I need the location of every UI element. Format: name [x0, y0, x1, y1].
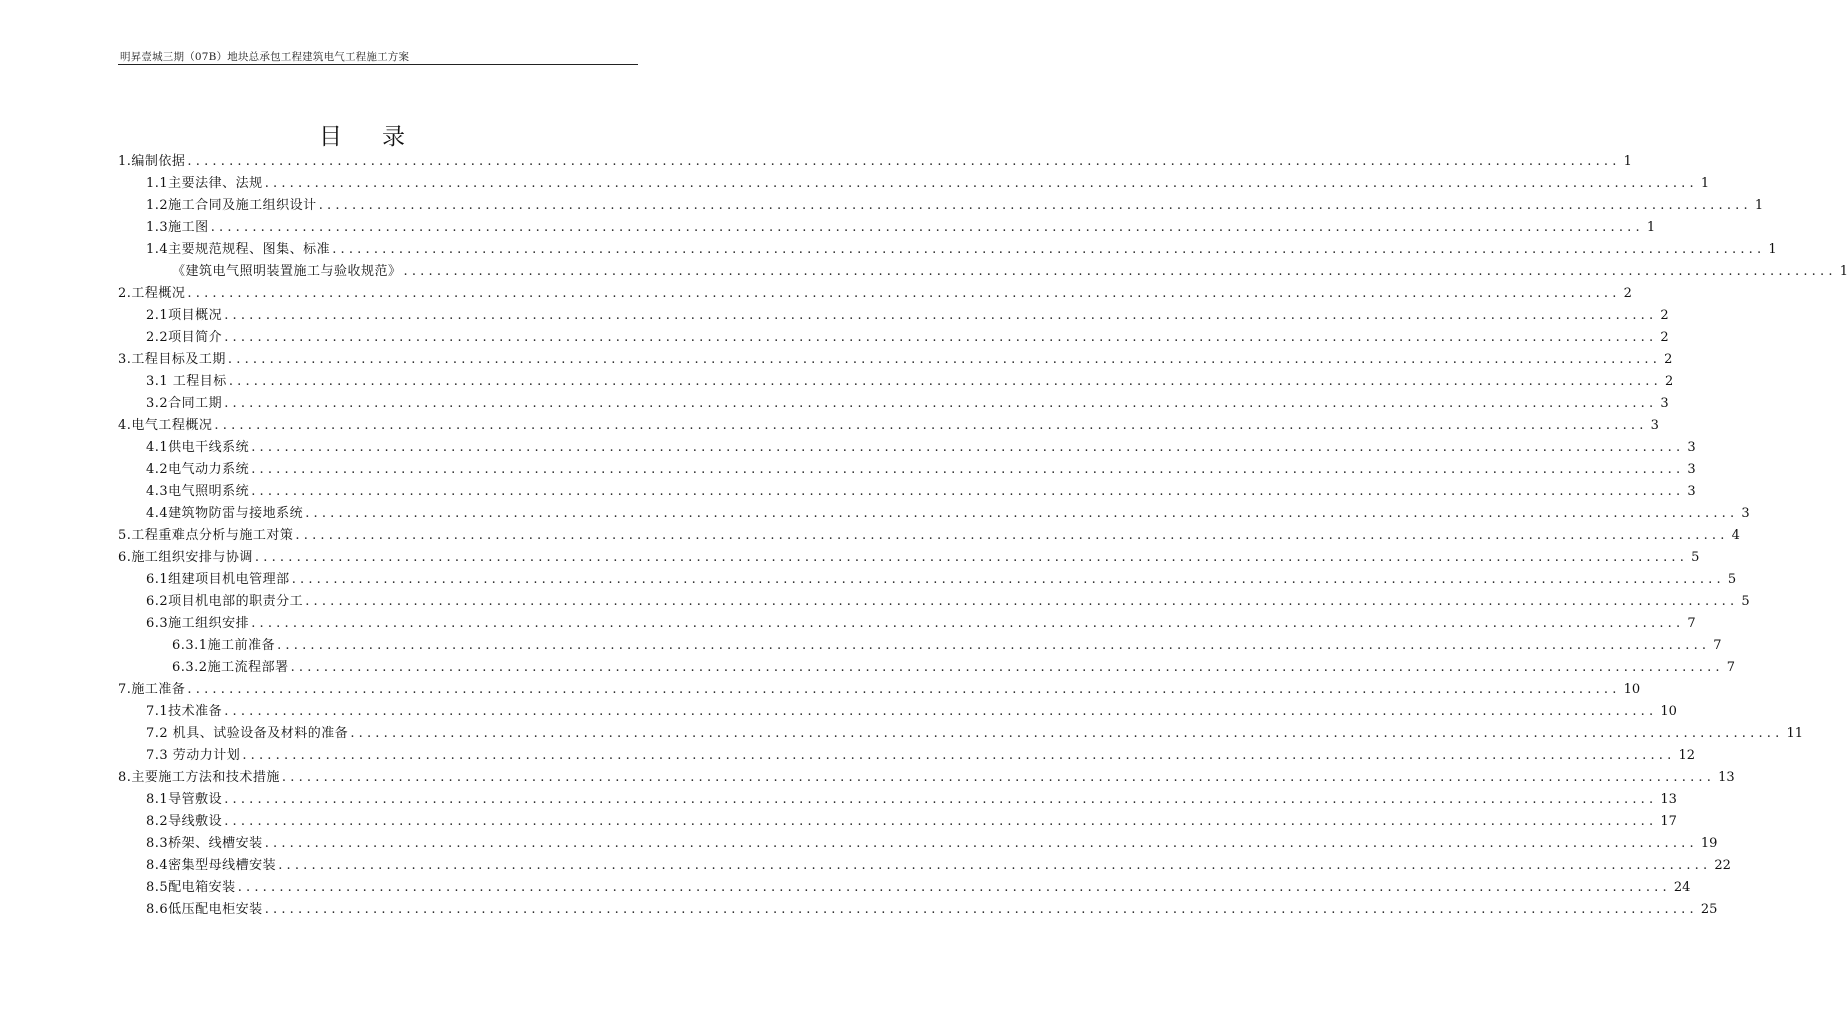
page-header [118, 48, 638, 65]
toc-page-number: 10 [1660, 704, 1677, 719]
toc-page-number: 7 [1726, 660, 1736, 675]
toc-page-number: 7 [1687, 616, 1696, 631]
header-text: 明昇壹城三期（07B）地块总承包工程建筑电气工程施工方案 [120, 51, 410, 63]
toc-page-number: 3 [1687, 462, 1696, 477]
toc-page-number: 3 [1687, 440, 1696, 455]
toc-leader: ............................................................................................................................................................................ [187, 154, 1621, 169]
toc-entry-6[interactable] [118, 548, 1700, 568]
toc-entry-1[interactable] [118, 152, 1632, 172]
toc-leader: ............................................................................................................................................................................ [251, 462, 1685, 477]
toc-entry-8-2[interactable] [146, 812, 1677, 832]
toc-leader: ............................................................................................................................................................................ [254, 550, 1689, 565]
toc-leader: ............................................................................................................................................................................ [224, 814, 1658, 829]
toc-page-number: 3 [1741, 506, 1750, 521]
toc-entry-1-4[interactable] [146, 240, 1777, 260]
toc-page-number: 2 [1660, 330, 1669, 345]
toc-entry-text: 《建筑电气照明装置施工与验收规范》 [172, 264, 402, 279]
toc-entry-text: 6.2项目机电部的职责分工 [146, 594, 304, 609]
toc-entry-8-3[interactable] [146, 834, 1718, 854]
toc-entry-2[interactable] [118, 284, 1632, 304]
toc-page-number: 2 [1664, 352, 1673, 367]
toc-page-number: 3 [1650, 418, 1659, 433]
toc-page-number: 17 [1660, 814, 1677, 829]
toc-entry-6-3-1[interactable] [172, 636, 1722, 656]
toc-leader: ............................................................................................................................................................................ [214, 418, 1648, 433]
toc-page-number: 10 [1623, 682, 1641, 697]
toc-entry-text: 8.6低压配电柜安装 [146, 902, 263, 917]
toc-page-number: 2 [1660, 308, 1669, 323]
toc-entry-text: 6.1组建项目机电管理部 [146, 572, 290, 587]
toc-leader: ............................................................................................................................................................................ [305, 506, 1739, 521]
toc-leader: ............................................................................................................................................................................ [251, 440, 1685, 455]
toc-page-number: 3 [1660, 396, 1669, 411]
toc-entry-4[interactable] [118, 416, 1659, 436]
toc-page-number: 5 [1727, 572, 1737, 587]
toc-entry-1-3[interactable] [146, 218, 1656, 238]
page-title: 目录 [319, 124, 445, 150]
toc-entry-2-2[interactable] [146, 328, 1669, 348]
toc-leader: ............................................................................................................................................................................ [318, 198, 1752, 213]
toc-entry-4-4[interactable] [146, 504, 1750, 524]
toc-entry-5[interactable] [118, 526, 1740, 546]
toc-page-number: 12 [1678, 748, 1696, 763]
toc-entry-text: 1.1主要法律、法规 [146, 176, 263, 191]
toc-entry-text: 8.1导管敷设 [146, 792, 223, 807]
toc-entry-text: 2.1项目概况 [146, 308, 223, 323]
toc-leader: ............................................................................................................................................................................ [403, 264, 1837, 279]
toc-entry-1-2[interactable] [146, 196, 1764, 216]
toc-entry-text: 1.3施工图 [146, 220, 209, 235]
toc-entry-text: 8.3桥架、线槽安装 [146, 836, 263, 851]
toc-leader: ............................................................................................................................................................................ [224, 396, 1658, 411]
toc-entry-7-2[interactable] [146, 724, 1804, 744]
toc-entry-1-4-a[interactable] [172, 262, 1848, 282]
toc-page-number: 4 [1731, 528, 1740, 543]
toc-entry-text: 1.2施工合同及施工组织设计 [146, 198, 317, 213]
toc-entry-4-1[interactable] [146, 438, 1696, 458]
toc-page-number: 5 [1691, 550, 1700, 565]
toc-entry-text: 7.2 机具、试验设备及材料的准备 [146, 726, 349, 741]
toc-leader: ............................................................................................................................................................................ [332, 242, 1766, 257]
toc-leader: ............................................................................................................................................................................ [237, 880, 1671, 895]
toc-leader: ............................................................................................................................................................................ [251, 616, 1685, 631]
toc-entry-text: 7.3 劳动力计划 [146, 748, 241, 763]
toc-entry-6-2[interactable] [146, 592, 1750, 612]
toc-entry-7-1[interactable] [146, 702, 1677, 722]
toc-entry-4-3[interactable] [146, 482, 1696, 502]
toc-entry-8-4[interactable] [146, 856, 1731, 876]
toc-entry-text: 3.2合同工期 [146, 396, 223, 411]
toc-page-number: 1 [1754, 198, 1764, 213]
toc-entry-text: 3.工程目标及工期 [118, 352, 226, 367]
toc-entry-text: 6.3.2施工流程部署 [172, 660, 289, 675]
toc-entry-text: 8.4密集型母线槽安装 [146, 858, 277, 873]
toc-entry-7[interactable] [118, 680, 1641, 700]
toc-entry-text: 1.4主要规范规程、图集、标准 [146, 242, 331, 257]
toc-entry-text: 4.1供电干线系统 [146, 440, 250, 455]
toc-page-number: 7 [1713, 638, 1722, 653]
toc-entry-text: 6.3.1施工前准备 [172, 638, 276, 653]
toc-entry-text: 2.工程概况 [118, 286, 186, 301]
toc-entry-8-6[interactable] [146, 900, 1718, 920]
toc-entry-text: 8.5配电箱安装 [146, 880, 236, 895]
toc-entry-8-5[interactable] [146, 878, 1691, 898]
toc-entry-3-2[interactable] [146, 394, 1669, 414]
toc-page-number: 1 [1646, 220, 1656, 235]
toc-page-number: 1 [1623, 154, 1632, 169]
toc-page-number: 22 [1714, 858, 1731, 873]
toc-leader: ............................................................................................................................................................................ [228, 374, 1662, 389]
toc-entry-text: 7.1技术准备 [146, 704, 223, 719]
toc-entry-text: 8.2导线敷设 [146, 814, 223, 829]
toc-leader: ............................................................................................................................................................................ [305, 594, 1739, 609]
toc-entry-8[interactable] [118, 768, 1735, 788]
toc-page-number: 13 [1718, 770, 1735, 785]
toc-page-number: 11 [1786, 726, 1804, 741]
toc-leader: ............................................................................................................................................................................ [290, 660, 1724, 675]
toc-entry-text: 6.3施工组织安排 [146, 616, 250, 631]
toc-entry-text: 4.2电气动力系统 [146, 462, 250, 477]
toc-entry-text: 4.4建筑物防雷与接地系统 [146, 506, 304, 521]
toc-leader: ............................................................................................................................................................................ [224, 330, 1658, 345]
toc-leader: ............................................................................................................................................................................ [291, 572, 1725, 587]
toc-leader: ............................................................................................................................................................................ [210, 220, 1644, 235]
toc-page-number: 25 [1700, 902, 1718, 917]
toc-entry-text: 8.主要施工方法和技术措施 [118, 770, 280, 785]
toc-leader: ............................................................................................................................................................................ [350, 726, 1784, 741]
toc-entry-text: 6.施工组织安排与协调 [118, 550, 253, 565]
toc-entry-1-1[interactable] [146, 174, 1710, 194]
toc-entry-2-1[interactable] [146, 306, 1669, 326]
toc-page-number: 13 [1660, 792, 1677, 807]
toc-page-number: 1 [1700, 176, 1710, 191]
toc-page-number: 24 [1673, 880, 1691, 895]
toc-entry-text: 1.编制依据 [118, 154, 186, 169]
toc-leader: ............................................................................................................................................................................ [224, 704, 1658, 719]
toc-leader: ............................................................................................................................................................................ [242, 748, 1676, 763]
toc-leader: ............................................................................................................................................................................ [264, 836, 1698, 851]
toc-page-number: 1 [1839, 264, 1848, 279]
toc-leader: ............................................................................................................................................................................ [224, 308, 1658, 323]
toc-entry-3-1[interactable] [146, 372, 1674, 392]
toc-entry-6-3-2[interactable] [172, 658, 1736, 678]
toc-entry-text: 2.2项目简介 [146, 330, 223, 345]
toc-entry-text: 4.电气工程概况 [118, 418, 213, 433]
toc-entry-4-2[interactable] [146, 460, 1696, 480]
toc-page-number: 2 [1664, 374, 1674, 389]
toc-leader: ............................................................................................................................................................................ [187, 682, 1621, 697]
toc-entry-3[interactable] [118, 350, 1673, 370]
toc-leader: ............................................................................................................................................................................ [227, 352, 1662, 367]
toc-leader: ............................................................................................................................................................................ [277, 638, 1711, 653]
toc-leader: ............................................................................................................................................................................ [264, 902, 1698, 917]
toc-page-number: 1 [1768, 242, 1777, 257]
toc-leader: ............................................................................................................................................................................ [264, 176, 1698, 191]
toc-page-number: 19 [1700, 836, 1718, 851]
toc-leader: ............................................................................................................................................................................ [281, 770, 1716, 785]
toc-leader: ............................................................................................................................................................................ [224, 792, 1658, 807]
toc-leader: ............................................................................................................................................................................ [278, 858, 1712, 873]
toc-entry-text: 7.施工准备 [118, 682, 186, 697]
toc-entry-text: 4.3电气照明系统 [146, 484, 250, 499]
toc-page-number: 2 [1623, 286, 1632, 301]
toc-entry-8-1[interactable] [146, 790, 1677, 810]
toc-page-number: 5 [1741, 594, 1750, 609]
toc-leader: ............................................................................................................................................................................ [251, 484, 1685, 499]
toc-leader: ............................................................................................................................................................................ [187, 286, 1621, 301]
toc-entry-6-1[interactable] [146, 570, 1737, 590]
toc-entry-7-3[interactable] [146, 746, 1696, 766]
toc-leader: ............................................................................................................................................................................ [295, 528, 1729, 543]
toc-entry-text: 3.1 工程目标 [146, 374, 227, 389]
toc-entry-text: 5.工程重难点分析与施工对策 [118, 528, 294, 543]
toc-page-number: 3 [1687, 484, 1696, 499]
toc-entry-6-3[interactable] [146, 614, 1696, 634]
